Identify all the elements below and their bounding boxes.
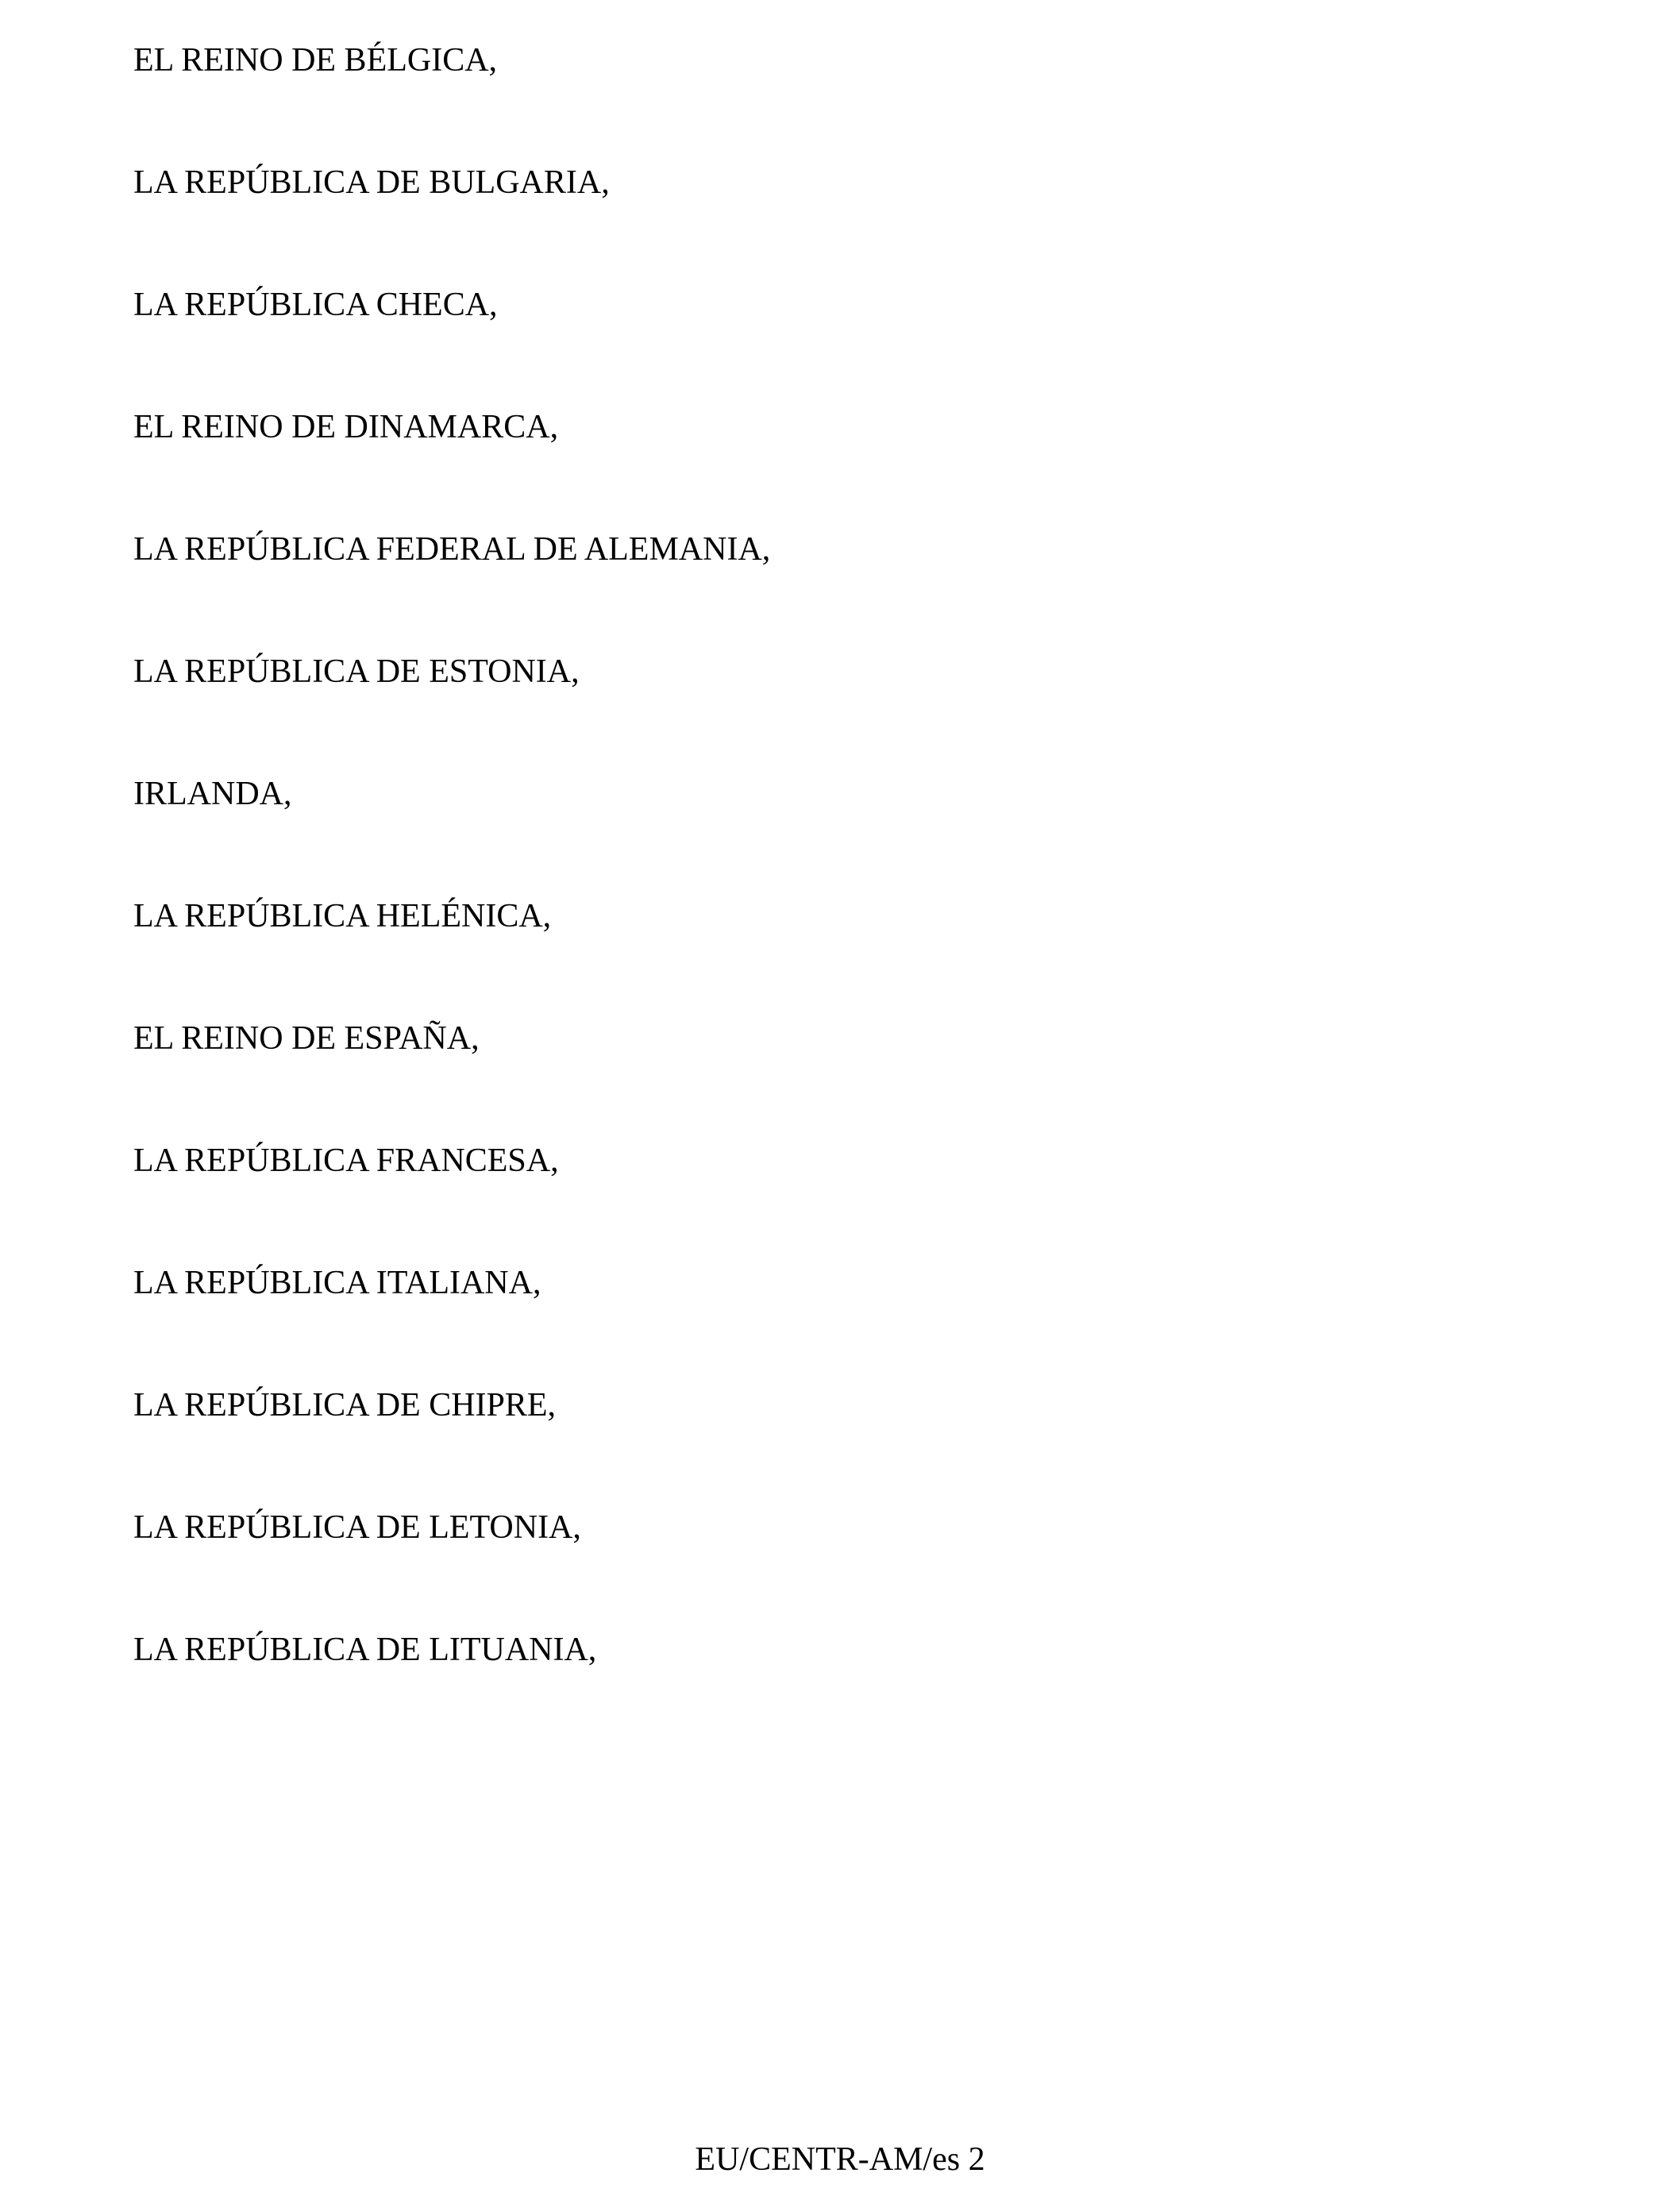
party-latvia: LA REPÚBLICA DE LETONIA, (133, 1509, 581, 1546)
party-cyprus: LA REPÚBLICA DE CHIPRE, (133, 1387, 557, 1424)
page-footer-reference: EU/CENTR-AM/es 2 (695, 2141, 985, 2178)
party-czech-republic: LA REPÚBLICA CHECA, (133, 287, 498, 323)
party-denmark: EL REINO DE DINAMARCA, (133, 409, 559, 445)
party-list (133, 38, 770, 1750)
party-lithuania: LA REPÚBLICA DE LITUANIA, (133, 1632, 597, 1668)
party-france: LA REPÚBLICA FRANCESA, (133, 1142, 559, 1179)
party-bulgaria: LA REPÚBLICA DE BULGARIA, (133, 164, 610, 201)
party-estonia: LA REPÚBLICA DE ESTONIA, (133, 653, 580, 690)
party-spain: EL REINO DE ESPAÑA, (133, 1020, 480, 1057)
party-belgium: EL REINO DE BÉLGICA, (133, 42, 498, 79)
party-italy: LA REPÚBLICA ITALIANA, (133, 1265, 541, 1301)
party-ireland: IRLANDA, (133, 776, 292, 812)
party-greece: LA REPÚBLICA HELÉNICA, (133, 898, 552, 934)
party-germany: LA REPÚBLICA FEDERAL DE ALEMANIA, (133, 531, 771, 568)
